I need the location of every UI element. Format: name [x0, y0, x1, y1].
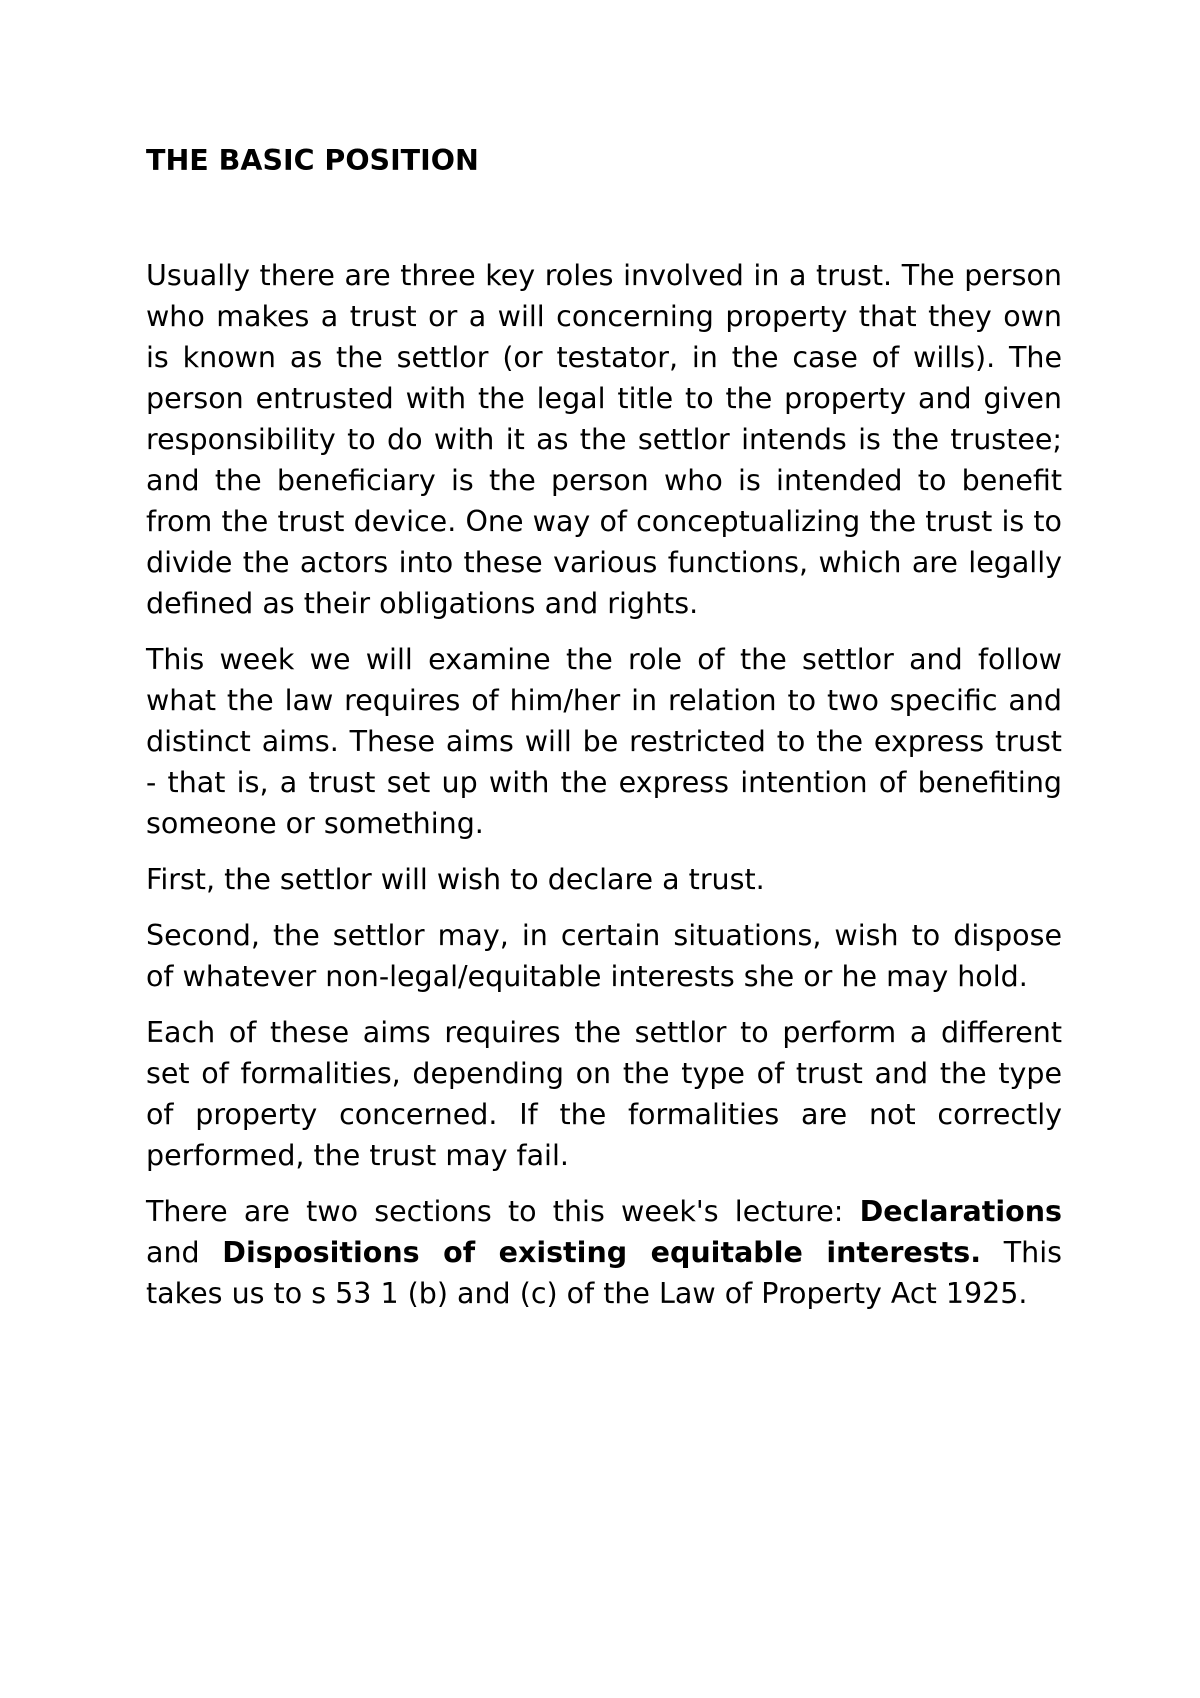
paragraph-formalities: Each of these aims requires the settlor to perform a different set of formalities, depending on the type of trust and the type of property concerned. If the formalities are not correctly performed, the trust may fail. [146, 1016, 1062, 1172]
paragraph-second-aim: Second, the settlor may, in certain situations, wish to dispose of whatever non-legal/equitable interests she or he may hold. [146, 919, 1062, 993]
paragraph-first-aim: First, the settlor will wish to declare a trust. [146, 863, 765, 896]
sections-intro-text: There are two sections to this week's lecture: [146, 1195, 860, 1228]
sections-connector-text: and [146, 1236, 223, 1269]
declarations-term: Declarations [859, 1195, 1062, 1228]
sections-outro-text: This takes us to s 53 1 (b) and (c) of the Law of Property Act 1925. [146, 1236, 1062, 1310]
paragraph-key-roles: Usually there are three key roles involved in a trust. The person who makes a trust or a will concerning property that they own is known as the settlor (or testator, in the case of wills). The person entrusted with the legal title to the property and given responsibility to do with it as the settlor intends is the trustee; and the beneficiary is the person who is intended to benefit from the trust device. One way of conceptualizing the trust is to divide the actors into these various functions, which are legally defined as their obligations and rights. [146, 259, 1062, 620]
paragraph-this-week: This week we will examine the role of the settlor and follow what the law requires of him/her in relation to two specific and distinct aims. These aims will be restricted to the express trust - that is, a trust set up with the express intention of benefiting someone or something. [146, 643, 1062, 840]
page-title: THE BASIC POSITION [146, 144, 479, 177]
document-page [146, 140, 1062, 1329]
paragraph-sections [146, 1191, 1062, 1314]
dispositions-term: Dispositions of existing equitable interests. [222, 1236, 982, 1269]
